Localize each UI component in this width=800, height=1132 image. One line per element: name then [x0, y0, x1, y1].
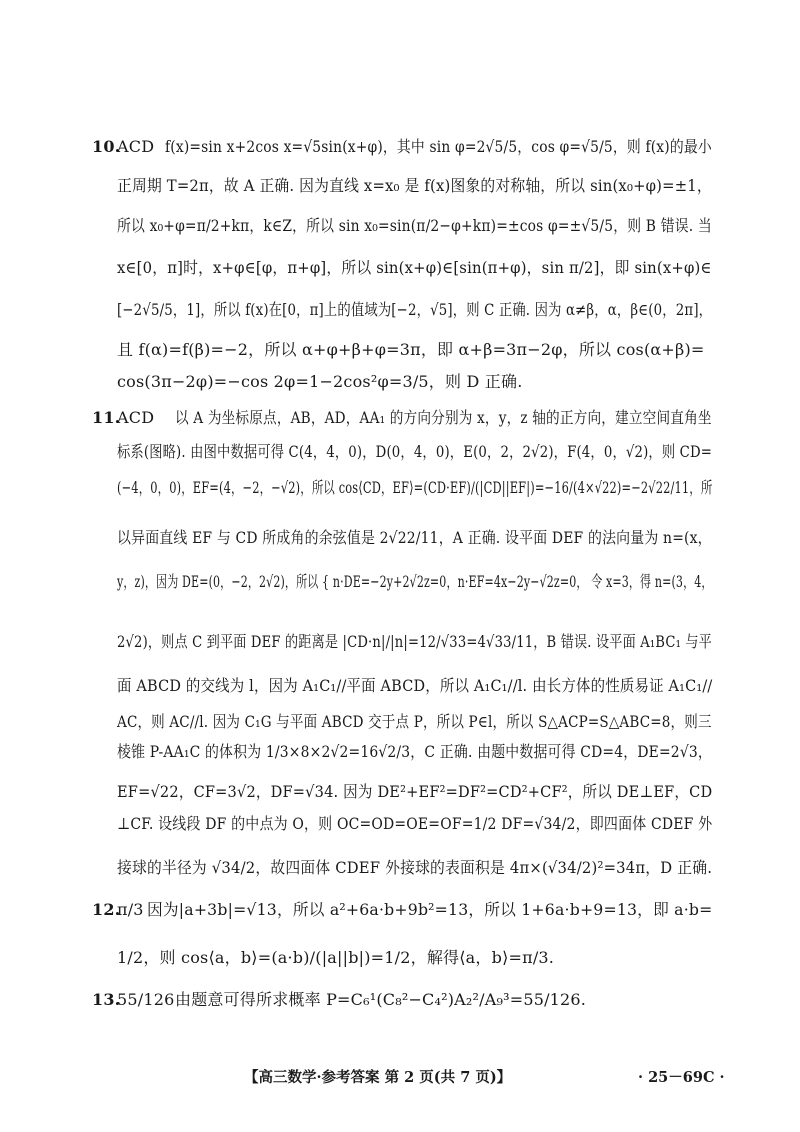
q11-text-8: AC，则 AC//l. 因为 C₁G 与平面 ABCD 交于点 P，所以 P∈l，所以 S△ACP=S△ABC=8，则三: [117, 712, 712, 731]
q10-number: 10.: [92, 137, 121, 156]
q10-text-1: f(x)=sin x+2cos x=√5sin(x+φ)，其中 sin φ=2√5/5，cos φ=√5/5，则 f(x)的最小: [165, 137, 712, 156]
footer-page-label: 【高三数学·参考答案 第 2 页(共 7 页)】: [244, 1069, 512, 1086]
q12-answer: π/3: [117, 900, 144, 919]
q11-text-11: ⊥CF. 设线段 DF 的中点为 O，则 OC=OD=OE=OF=1/2 DF=√34/2，即四面体 CDEF 外: [117, 814, 713, 833]
q10-text-7: cos(3π−2φ)=−cos 2φ=1−2cos²φ=3/5，则 D 正确.: [117, 372, 523, 391]
footer-code: · 25－69C ·: [638, 1069, 725, 1086]
q12-text-1: 因为|a+3b|=√13，所以 a²+6a·b+9b²=13，所以 1+6a·b+9=13，即 a·b=: [147, 900, 713, 919]
q11-text-10: EF=√22，CF=3√2，DF=√34. 因为 DE²+EF²=DF²=CD²+CF²，所以 DE⊥EF，CD: [117, 782, 713, 801]
q11-number: 11.: [92, 408, 121, 427]
q10-text-3: 所以 x₀+φ=π/2+kπ，k∈Z，所以 sin x₀=sin(π/2−φ+kπ)=±cos φ=±√5/5，则 B 错误. 当: [117, 216, 712, 235]
q13-text-1: 由题意可得所求概率 P=C₆¹(C₈²−C₄²)A₂²/A₉³=55/126.: [175, 990, 587, 1009]
q13-answer: 55/126: [117, 990, 175, 1009]
q11-text-9: 棱锥 P-AA₁C 的体积为 1/3×8×2√2=16√2/3，C 正确. 由题中数据可得 CD=4，DE=2√3，: [117, 742, 712, 761]
q11-text-3: (−4，0，0)，EF=(4，−2，−√2)，所以 cos⟨CD，EF⟩=(CD·EF)/(|CD||EF|)=−16/(4×√22)=−2√22/11，所: [117, 478, 713, 497]
q12-text-2: 1/2，则 cos⟨a，b⟩=(a·b)/(|a||b|)=1/2，解得⟨a，b⟩=π/3.: [117, 948, 555, 967]
q11-text-4: 以异面直线 EF 与 CD 所成角的余弦值是 2√22/11，A 正确. 设平面 DEF 的法向量为 n=(x，: [117, 528, 712, 547]
q11-text-12: 接球的半径为 √34/2，故四面体 CDEF 外接球的表面积是 4π×(√34/2)²=34π，D 正确.: [117, 858, 713, 877]
q12-number: 12.: [92, 900, 121, 919]
q11-text-1: 以 A 为坐标原点，AB，AD，AA₁ 的方向分别为 x，y，z 轴的正方向，建立空间直角坐: [175, 408, 712, 427]
q11-text-7: 面 ABCD 的交线为 l，因为 A₁C₁//平面 ABCD，所以 A₁C₁//l. 由长方体的性质易证 A₁C₁//: [117, 676, 713, 695]
q11-text-5: y，z)，因为 DE=(0，−2，2√2)，所以 { n·DE=−2y+2√2z=0，n·EF=4x−2y−√2z=0， 令 x=3，得 n=(3，4，: [117, 572, 713, 591]
q11-text-2: 标系(图略). 由图中数据可得 C(4，4，0)，D(0，4，0)，E(0，2，2√2)，F(4，0，√2)，则 CD=: [117, 442, 713, 461]
q11-answer: ACD: [117, 408, 155, 427]
q10-text-5: [−2√5/5，1]，所以 f(x)在[0，π]上的值域为[−2，√5]，则 C 正确. 因为 α≠β，α，β∈(0，2π]，: [117, 300, 713, 319]
q10-text-2: 正周期 T=2π，故 A 正确. 因为直线 x=x₀ 是 f(x)图象的对称轴，所以 sin(x₀+φ)=±1，: [117, 176, 712, 195]
q10-text-6: 且 f(α)=f(β)=−2，所以 α+φ+β+φ=3π，即 α+β=3π−2φ，所以 cos(α+β)=: [117, 340, 705, 359]
q10-text-4: x∈[0，π]时，x+φ∈[φ，π+φ]，所以 sin(x+φ)∈[sin(π+φ)，sin π/2]，即 sin(x+φ)∈: [117, 258, 712, 277]
q10-answer: ACD: [117, 137, 155, 156]
q13-number: 13.: [92, 990, 121, 1009]
q11-text-6: 2√2)，则点 C 到平面 DEF 的距离是 |CD·n|/|n|=12/√33=4√33/11，B 错误. 设平面 A₁BC₁ 与平: [117, 632, 712, 651]
